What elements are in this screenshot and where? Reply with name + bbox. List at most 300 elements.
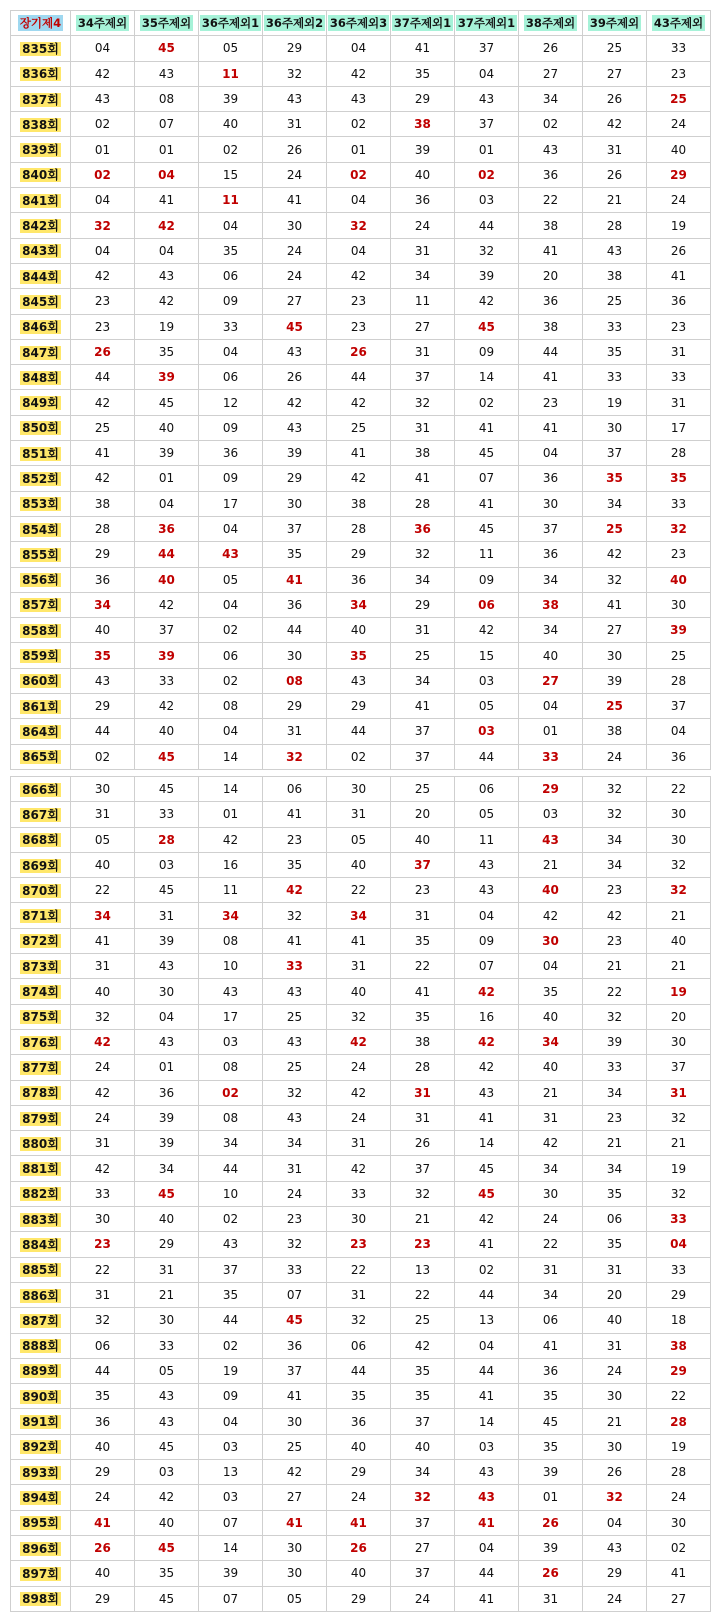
value-cell: 40 <box>647 137 711 162</box>
round-cell <box>11 1485 71 1510</box>
value-cell: 31 <box>71 1131 135 1156</box>
value-cell: 07 <box>199 1510 263 1535</box>
round-label: 856회 <box>22 573 59 588</box>
value-cell: 29 <box>71 1460 135 1485</box>
value-cell: 33 <box>71 1181 135 1206</box>
value-cell: 35 <box>583 466 647 491</box>
value-cell: 42 <box>327 1080 391 1105</box>
value-cell: 04 <box>199 339 263 364</box>
value-cell: 39 <box>519 1535 583 1560</box>
value-cell: 42 <box>455 289 519 314</box>
value-cell: 06 <box>583 1207 647 1232</box>
round-cell <box>11 903 71 928</box>
value-cell: 41 <box>327 441 391 466</box>
value-cell: 37 <box>391 1510 455 1535</box>
value-cell: 42 <box>135 694 199 719</box>
value-cell: 30 <box>583 415 647 440</box>
round-label: 889회 <box>22 1364 59 1379</box>
value-cell: 24 <box>391 213 455 238</box>
value-cell: 33 <box>647 1207 711 1232</box>
value-cell: 08 <box>263 668 327 693</box>
value-cell: 04 <box>519 441 583 466</box>
round-label: 868회 <box>22 833 59 848</box>
round-label: 877회 <box>22 1060 59 1075</box>
value-cell: 03 <box>135 1460 199 1485</box>
value-cell: 40 <box>135 1510 199 1535</box>
round-cell <box>11 1333 71 1358</box>
value-cell: 27 <box>263 1485 327 1510</box>
table-row <box>11 61 711 86</box>
table-row <box>11 238 711 263</box>
table-row <box>11 1055 711 1080</box>
value-cell: 43 <box>519 827 583 852</box>
table-row <box>11 852 711 877</box>
value-cell: 30 <box>263 213 327 238</box>
value-cell: 04 <box>199 592 263 617</box>
value-cell: 33 <box>647 365 711 390</box>
value-cell: 41 <box>263 928 327 953</box>
round-cell <box>11 314 71 339</box>
round-label: 874회 <box>22 985 59 1000</box>
table-row <box>11 112 711 137</box>
round-label: 888회 <box>22 1339 59 1354</box>
value-cell: 37 <box>391 365 455 390</box>
table-row <box>11 466 711 491</box>
value-cell: 04 <box>199 719 263 744</box>
value-cell: 42 <box>71 1156 135 1181</box>
value-cell: 04 <box>135 162 199 187</box>
value-cell: 37 <box>391 1156 455 1181</box>
round-cell <box>11 878 71 903</box>
value-cell: 26 <box>71 1535 135 1560</box>
value-cell: 35 <box>71 643 135 668</box>
value-cell: 36 <box>519 162 583 187</box>
table-row <box>11 744 711 769</box>
value-cell: 35 <box>519 979 583 1004</box>
value-cell: 41 <box>263 1384 327 1409</box>
round-cell <box>11 618 71 643</box>
round-label: 871회 <box>22 909 59 924</box>
table-row <box>11 694 711 719</box>
round-cell <box>11 1080 71 1105</box>
value-cell: 44 <box>71 365 135 390</box>
round-label: 881회 <box>22 1162 59 1177</box>
value-cell: 28 <box>391 491 455 516</box>
value-cell: 43 <box>199 979 263 1004</box>
value-cell: 45 <box>135 1181 199 1206</box>
value-cell: 05 <box>327 827 391 852</box>
value-cell: 04 <box>455 1333 519 1358</box>
round-cell <box>11 441 71 466</box>
round-cell <box>11 979 71 1004</box>
value-cell: 08 <box>199 1105 263 1130</box>
round-label: 872회 <box>22 934 59 949</box>
value-cell: 41 <box>647 1561 711 1586</box>
value-cell: 36 <box>327 567 391 592</box>
round-cell <box>11 1535 71 1560</box>
value-cell: 43 <box>135 954 199 979</box>
value-cell: 44 <box>199 1156 263 1181</box>
value-cell: 21 <box>647 903 711 928</box>
value-cell: 34 <box>583 827 647 852</box>
value-cell: 30 <box>327 1207 391 1232</box>
round-label: 885회 <box>22 1263 59 1278</box>
value-cell: 40 <box>391 827 455 852</box>
value-cell: 45 <box>135 777 199 802</box>
value-cell: 31 <box>519 1257 583 1282</box>
round-label: 838회 <box>22 117 59 132</box>
round-label: 895회 <box>22 1516 59 1531</box>
value-cell: 38 <box>391 441 455 466</box>
value-cell: 24 <box>263 238 327 263</box>
value-cell: 23 <box>391 878 455 903</box>
value-cell: 16 <box>455 1004 519 1029</box>
value-cell: 34 <box>583 1156 647 1181</box>
value-cell: 04 <box>455 903 519 928</box>
value-cell: 05 <box>199 36 263 61</box>
value-cell: 41 <box>455 1384 519 1409</box>
table-row <box>11 1004 711 1029</box>
value-cell: 43 <box>455 1485 519 1510</box>
value-cell: 34 <box>391 1460 455 1485</box>
value-cell: 24 <box>327 1105 391 1130</box>
value-cell: 15 <box>455 643 519 668</box>
round-cell <box>11 390 71 415</box>
value-cell: 28 <box>647 668 711 693</box>
value-cell: 24 <box>583 744 647 769</box>
value-cell: 04 <box>519 694 583 719</box>
value-cell: 03 <box>199 1029 263 1054</box>
value-cell: 31 <box>327 1131 391 1156</box>
value-cell: 34 <box>391 567 455 592</box>
value-cell: 08 <box>199 1055 263 1080</box>
value-cell: 42 <box>391 1333 455 1358</box>
value-cell: 01 <box>135 466 199 491</box>
value-cell: 34 <box>391 263 455 288</box>
value-cell: 31 <box>135 903 199 928</box>
value-cell: 39 <box>135 365 199 390</box>
value-cell: 40 <box>327 1434 391 1459</box>
value-cell: 30 <box>71 777 135 802</box>
value-cell: 41 <box>391 979 455 1004</box>
value-cell: 29 <box>135 1232 199 1257</box>
value-cell: 35 <box>263 542 327 567</box>
column-header: 36주제외1 <box>199 11 263 36</box>
value-cell: 33 <box>583 365 647 390</box>
table-row <box>11 827 711 852</box>
value-cell: 29 <box>71 694 135 719</box>
value-cell: 37 <box>647 1055 711 1080</box>
value-cell: 36 <box>647 744 711 769</box>
value-cell: 35 <box>583 339 647 364</box>
value-cell: 41 <box>519 238 583 263</box>
value-cell: 41 <box>455 1105 519 1130</box>
value-cell: 10 <box>199 1181 263 1206</box>
value-cell: 24 <box>647 1485 711 1510</box>
value-cell: 06 <box>263 777 327 802</box>
value-cell: 24 <box>583 1586 647 1611</box>
value-cell: 37 <box>135 618 199 643</box>
table-row <box>11 1257 711 1282</box>
value-cell: 32 <box>391 1181 455 1206</box>
value-cell: 32 <box>327 1004 391 1029</box>
value-cell: 45 <box>263 314 327 339</box>
value-cell: 40 <box>647 928 711 953</box>
value-cell: 42 <box>519 903 583 928</box>
round-label: 851회 <box>22 446 59 461</box>
value-cell: 09 <box>199 466 263 491</box>
value-cell: 14 <box>455 365 519 390</box>
value-cell: 45 <box>135 1434 199 1459</box>
value-cell: 32 <box>647 516 711 541</box>
value-cell: 43 <box>263 339 327 364</box>
value-cell: 32 <box>647 852 711 877</box>
value-cell: 36 <box>519 289 583 314</box>
value-cell: 02 <box>199 618 263 643</box>
value-cell: 14 <box>455 1131 519 1156</box>
value-cell: 42 <box>327 466 391 491</box>
value-cell: 04 <box>71 238 135 263</box>
value-cell: 34 <box>583 1080 647 1105</box>
value-cell: 32 <box>263 744 327 769</box>
value-cell: 41 <box>327 1510 391 1535</box>
round-label: 884회 <box>22 1237 59 1252</box>
value-cell: 22 <box>391 1282 455 1307</box>
value-cell: 01 <box>135 137 199 162</box>
value-cell: 45 <box>263 1308 327 1333</box>
value-cell: 29 <box>647 162 711 187</box>
value-cell: 41 <box>71 1510 135 1535</box>
value-cell: 03 <box>199 1434 263 1459</box>
value-cell: 02 <box>647 1535 711 1560</box>
value-cell: 04 <box>71 36 135 61</box>
value-cell: 45 <box>455 441 519 466</box>
round-label: 861회 <box>22 699 59 714</box>
value-cell: 22 <box>71 1257 135 1282</box>
value-cell: 30 <box>71 1207 135 1232</box>
round-label: 869회 <box>22 858 59 873</box>
value-cell: 45 <box>455 1156 519 1181</box>
value-cell: 34 <box>199 903 263 928</box>
value-cell: 33 <box>647 1257 711 1282</box>
round-cell <box>11 339 71 364</box>
value-cell: 37 <box>391 1561 455 1586</box>
corner-header: 장기제4 <box>11 11 71 36</box>
value-cell: 07 <box>199 1586 263 1611</box>
value-cell: 42 <box>71 466 135 491</box>
table-row <box>11 618 711 643</box>
value-cell: 06 <box>199 643 263 668</box>
round-cell <box>11 1409 71 1434</box>
value-cell: 42 <box>327 263 391 288</box>
value-cell: 37 <box>263 516 327 541</box>
round-cell <box>11 61 71 86</box>
value-cell: 17 <box>199 491 263 516</box>
value-cell: 35 <box>391 1004 455 1029</box>
value-cell: 27 <box>519 668 583 693</box>
value-cell: 43 <box>583 238 647 263</box>
value-cell: 32 <box>327 213 391 238</box>
value-cell: 23 <box>263 1207 327 1232</box>
round-label: 890회 <box>22 1389 59 1404</box>
value-cell: 23 <box>647 542 711 567</box>
value-cell: 36 <box>71 1409 135 1434</box>
table-row <box>11 1080 711 1105</box>
round-cell <box>11 744 71 769</box>
value-cell: 45 <box>519 1409 583 1434</box>
value-cell: 23 <box>647 314 711 339</box>
value-cell: 33 <box>263 954 327 979</box>
value-cell: 02 <box>199 668 263 693</box>
value-cell: 14 <box>199 1535 263 1560</box>
value-cell: 03 <box>455 668 519 693</box>
value-cell: 24 <box>71 1105 135 1130</box>
round-cell <box>11 1105 71 1130</box>
value-cell: 09 <box>455 339 519 364</box>
value-cell: 42 <box>455 618 519 643</box>
value-cell: 39 <box>583 1029 647 1054</box>
value-cell: 24 <box>519 1207 583 1232</box>
value-cell: 04 <box>199 1409 263 1434</box>
column-header: 34주제외 <box>71 11 135 36</box>
table-part-1 <box>10 10 711 770</box>
value-cell: 42 <box>327 390 391 415</box>
value-cell: 26 <box>647 238 711 263</box>
value-cell: 19 <box>647 1434 711 1459</box>
value-cell: 43 <box>263 1105 327 1130</box>
value-cell: 45 <box>135 878 199 903</box>
value-cell: 43 <box>135 1029 199 1054</box>
value-cell: 42 <box>327 1029 391 1054</box>
value-cell: 20 <box>583 1282 647 1307</box>
value-cell: 04 <box>199 516 263 541</box>
value-cell: 19 <box>647 213 711 238</box>
value-cell: 32 <box>583 802 647 827</box>
table-row <box>11 1434 711 1459</box>
value-cell: 34 <box>519 567 583 592</box>
value-cell: 41 <box>583 592 647 617</box>
value-cell: 39 <box>199 86 263 111</box>
value-cell: 43 <box>263 86 327 111</box>
value-cell: 08 <box>199 694 263 719</box>
round-cell <box>11 1232 71 1257</box>
value-cell: 32 <box>647 878 711 903</box>
value-cell: 30 <box>647 592 711 617</box>
round-cell <box>11 928 71 953</box>
value-cell: 36 <box>199 441 263 466</box>
value-cell: 32 <box>391 390 455 415</box>
value-cell: 21 <box>583 954 647 979</box>
round-cell <box>11 1156 71 1181</box>
value-cell: 42 <box>583 903 647 928</box>
value-cell: 35 <box>135 1561 199 1586</box>
value-cell: 42 <box>71 263 135 288</box>
value-cell: 02 <box>455 1257 519 1282</box>
value-cell: 33 <box>647 36 711 61</box>
table-row <box>11 1409 711 1434</box>
value-cell: 36 <box>519 466 583 491</box>
value-cell: 31 <box>391 618 455 643</box>
value-cell: 09 <box>199 1384 263 1409</box>
value-cell: 07 <box>263 1282 327 1307</box>
column-header: 43주제외 <box>647 11 711 36</box>
round-cell <box>11 1384 71 1409</box>
value-cell: 43 <box>135 61 199 86</box>
value-cell: 40 <box>135 567 199 592</box>
value-cell: 34 <box>71 592 135 617</box>
round-label: 866회 <box>22 782 59 797</box>
value-cell: 31 <box>647 339 711 364</box>
value-cell: 37 <box>199 1257 263 1282</box>
value-cell: 43 <box>327 86 391 111</box>
value-cell: 36 <box>327 1409 391 1434</box>
column-header: 36주제외3 <box>327 11 391 36</box>
round-label: 837회 <box>22 92 59 107</box>
value-cell: 40 <box>135 1207 199 1232</box>
round-label: 879회 <box>22 1111 59 1126</box>
value-cell: 28 <box>647 441 711 466</box>
value-cell: 31 <box>327 954 391 979</box>
value-cell: 38 <box>519 592 583 617</box>
value-cell: 16 <box>199 852 263 877</box>
round-label: 876회 <box>22 1035 59 1050</box>
table-row <box>11 162 711 187</box>
value-cell: 39 <box>647 618 711 643</box>
round-label: 847회 <box>22 345 59 360</box>
round-label: 887회 <box>22 1313 59 1328</box>
table-part-2 <box>10 776 711 1612</box>
value-cell: 27 <box>583 61 647 86</box>
value-cell: 43 <box>455 1080 519 1105</box>
value-cell: 29 <box>327 1460 391 1485</box>
value-cell: 23 <box>327 1232 391 1257</box>
column-header: 39주제외 <box>583 11 647 36</box>
value-cell: 22 <box>647 777 711 802</box>
round-label: 860회 <box>22 674 59 689</box>
table-row <box>11 1510 711 1535</box>
value-cell: 43 <box>455 878 519 903</box>
value-cell: 23 <box>327 314 391 339</box>
value-cell: 27 <box>519 61 583 86</box>
value-cell: 04 <box>135 491 199 516</box>
value-cell: 23 <box>327 289 391 314</box>
value-cell: 36 <box>519 542 583 567</box>
table-row <box>11 928 711 953</box>
round-label: 835회 <box>22 41 59 56</box>
value-cell: 24 <box>71 1485 135 1510</box>
value-cell: 04 <box>135 238 199 263</box>
table-row <box>11 314 711 339</box>
value-cell: 21 <box>647 954 711 979</box>
value-cell: 41 <box>263 188 327 213</box>
value-cell: 37 <box>455 112 519 137</box>
value-cell: 42 <box>519 1131 583 1156</box>
round-cell <box>11 1055 71 1080</box>
value-cell: 29 <box>263 36 327 61</box>
table-row <box>11 878 711 903</box>
value-cell: 24 <box>263 1181 327 1206</box>
table-row <box>11 1207 711 1232</box>
table-row <box>11 339 711 364</box>
round-label: 839회 <box>22 143 59 158</box>
round-cell <box>11 1131 71 1156</box>
value-cell: 11 <box>199 188 263 213</box>
value-cell: 01 <box>199 802 263 827</box>
table-row <box>11 1282 711 1307</box>
value-cell: 40 <box>647 567 711 592</box>
round-cell <box>11 802 71 827</box>
value-cell: 34 <box>519 86 583 111</box>
